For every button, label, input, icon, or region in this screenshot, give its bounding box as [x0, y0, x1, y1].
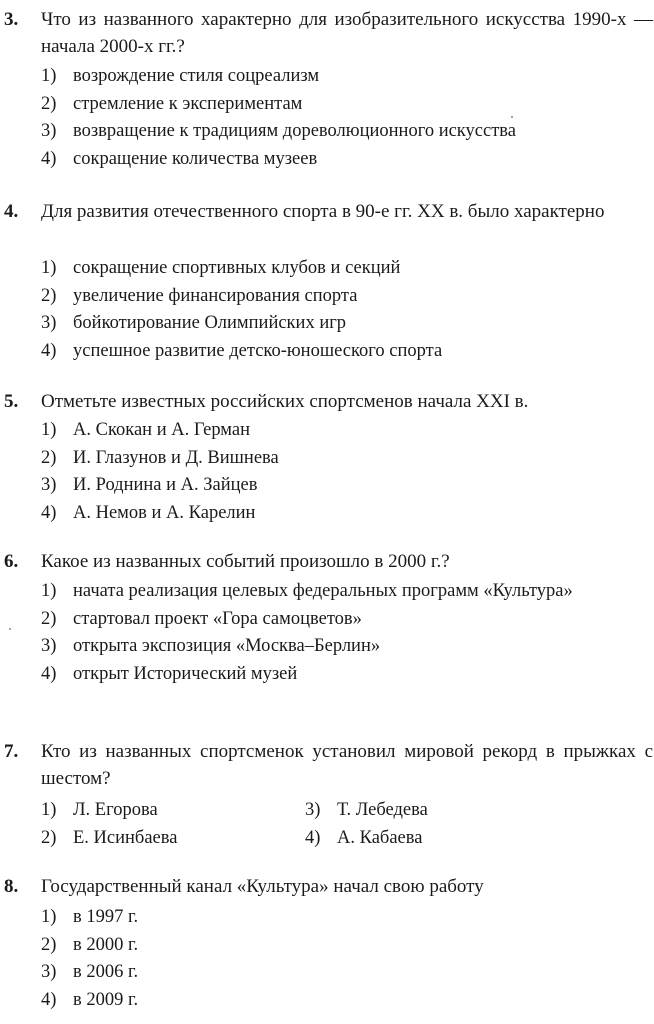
option-text: начата реализация целевых федеральных программ «Культура»: [73, 581, 573, 601]
option-number: 3): [41, 475, 57, 495]
option-2[interactable]: [41, 445, 653, 473]
question-number: 4.: [4, 201, 19, 222]
option-text: сокращение количества музеев: [73, 148, 318, 169]
option-number: 1): [41, 581, 57, 601]
options-list: [41, 417, 653, 527]
option-number: 3): [41, 121, 57, 141]
scan-speck: [511, 116, 513, 118]
option-number: 1): [41, 800, 57, 820]
question-text: Что из названного характерно для изобразительного искусства 1990-х — начала 2000-х гг.?: [41, 9, 653, 57]
option-text: Е. Исинбаева: [73, 827, 178, 848]
option-3[interactable]: [41, 959, 653, 987]
option-number: 3): [305, 800, 321, 820]
option-4[interactable]: [41, 987, 653, 1015]
option-4[interactable]: [305, 825, 569, 853]
option-text: открыт Исторический музей: [73, 663, 298, 684]
option-1[interactable]: [41, 904, 653, 932]
question-number: 3.: [4, 9, 19, 30]
option-4[interactable]: [41, 146, 653, 174]
option-3[interactable]: [41, 472, 653, 500]
option-1[interactable]: [41, 417, 653, 445]
option-text: открыта экспозиция «Москва–Берлин»: [73, 636, 381, 656]
options-list: [41, 797, 653, 852]
question-text: Отметьте известных российских спортсменов начала XXI в.: [41, 391, 529, 412]
option-text: в 2006 г.: [73, 962, 139, 982]
option-number: 2): [41, 934, 57, 955]
option-1[interactable]: [41, 255, 653, 283]
option-number: 4): [305, 827, 321, 848]
option-2[interactable]: [41, 91, 653, 119]
option-3[interactable]: [305, 797, 569, 825]
option-number: 1): [41, 258, 57, 278]
option-number: 4): [41, 989, 57, 1010]
option-text: в 2009 г.: [73, 989, 139, 1010]
option-text: И. Роднина и А. Зайцев: [73, 475, 258, 495]
option-number: 2): [41, 827, 57, 848]
option-number: 1): [41, 907, 57, 927]
option-3[interactable]: [41, 118, 653, 146]
option-text: бойкотирование Олимпийских игр: [73, 313, 347, 333]
option-number: 1): [41, 66, 57, 86]
option-4[interactable]: [41, 661, 653, 689]
options-row: [41, 797, 653, 825]
option-number: 4): [41, 148, 57, 169]
option-2[interactable]: [41, 825, 305, 853]
option-text: в 1997 г.: [73, 907, 139, 927]
options-list: [41, 63, 653, 173]
option-3[interactable]: [41, 633, 653, 661]
option-number: 2): [41, 285, 57, 306]
option-text: Т. Лебедева: [337, 800, 428, 820]
question-number: 6.: [4, 551, 19, 572]
option-2[interactable]: [41, 932, 653, 960]
option-number: 4): [41, 663, 57, 684]
option-text: А. Скокан и А. Герман: [73, 420, 250, 440]
options-list: [41, 904, 653, 1014]
option-number: 2): [41, 447, 57, 468]
question-text: Государственный канал «Культура» начал свою работу: [41, 876, 484, 897]
option-number: 3): [41, 313, 57, 333]
option-text: в 2000 г.: [73, 934, 139, 955]
option-number: 3): [41, 962, 57, 982]
option-text: увеличение финансирования спорта: [73, 285, 358, 306]
option-number: 3): [41, 636, 57, 656]
option-text: А. Кабаева: [337, 827, 423, 848]
option-text: возвращение к традициям дореволюционного искусства: [73, 121, 516, 141]
option-text: Л. Егорова: [73, 800, 158, 820]
option-text: И. Глазунов и Д. Вишнева: [73, 447, 279, 468]
option-text: стартовал проект «Гора самоцветов»: [73, 608, 362, 629]
option-3[interactable]: [41, 310, 653, 338]
options-row: [41, 825, 653, 853]
option-number: 2): [41, 93, 57, 114]
option-4[interactable]: [41, 500, 653, 528]
scan-speck: [9, 628, 11, 630]
option-2[interactable]: [41, 606, 653, 634]
option-text: А. Немов и А. Карелин: [73, 502, 256, 523]
option-number: 2): [41, 608, 57, 629]
question-number: 8.: [4, 876, 19, 897]
option-text: возрождение стиля соцреализм: [73, 66, 320, 86]
option-2[interactable]: [41, 283, 653, 311]
option-number: 4): [41, 340, 57, 361]
option-number: 1): [41, 420, 57, 440]
options-list: [41, 578, 653, 688]
question-text: Кто из названных спортсменок установил мировой рекорд в прыжках с шестом?: [41, 741, 653, 789]
option-1[interactable]: [41, 578, 653, 606]
question-text: Какое из названных событий произошло в 2000 г.?: [41, 551, 450, 572]
question-number: 7.: [4, 741, 19, 762]
question-number: 5.: [4, 391, 19, 412]
option-text: стремление к экспериментам: [73, 93, 303, 114]
option-1[interactable]: [41, 63, 653, 91]
option-number: 4): [41, 502, 57, 523]
option-1[interactable]: [41, 797, 305, 825]
option-text: сокращение спортивных клубов и секций: [73, 258, 401, 278]
option-4[interactable]: [41, 338, 653, 366]
options-list: [41, 255, 653, 365]
question-text: Для развития отечественного спорта в 90-е гг. XX в. было характерно: [41, 201, 605, 222]
option-text: успешное развитие детско-юношеского спорта: [73, 340, 443, 361]
